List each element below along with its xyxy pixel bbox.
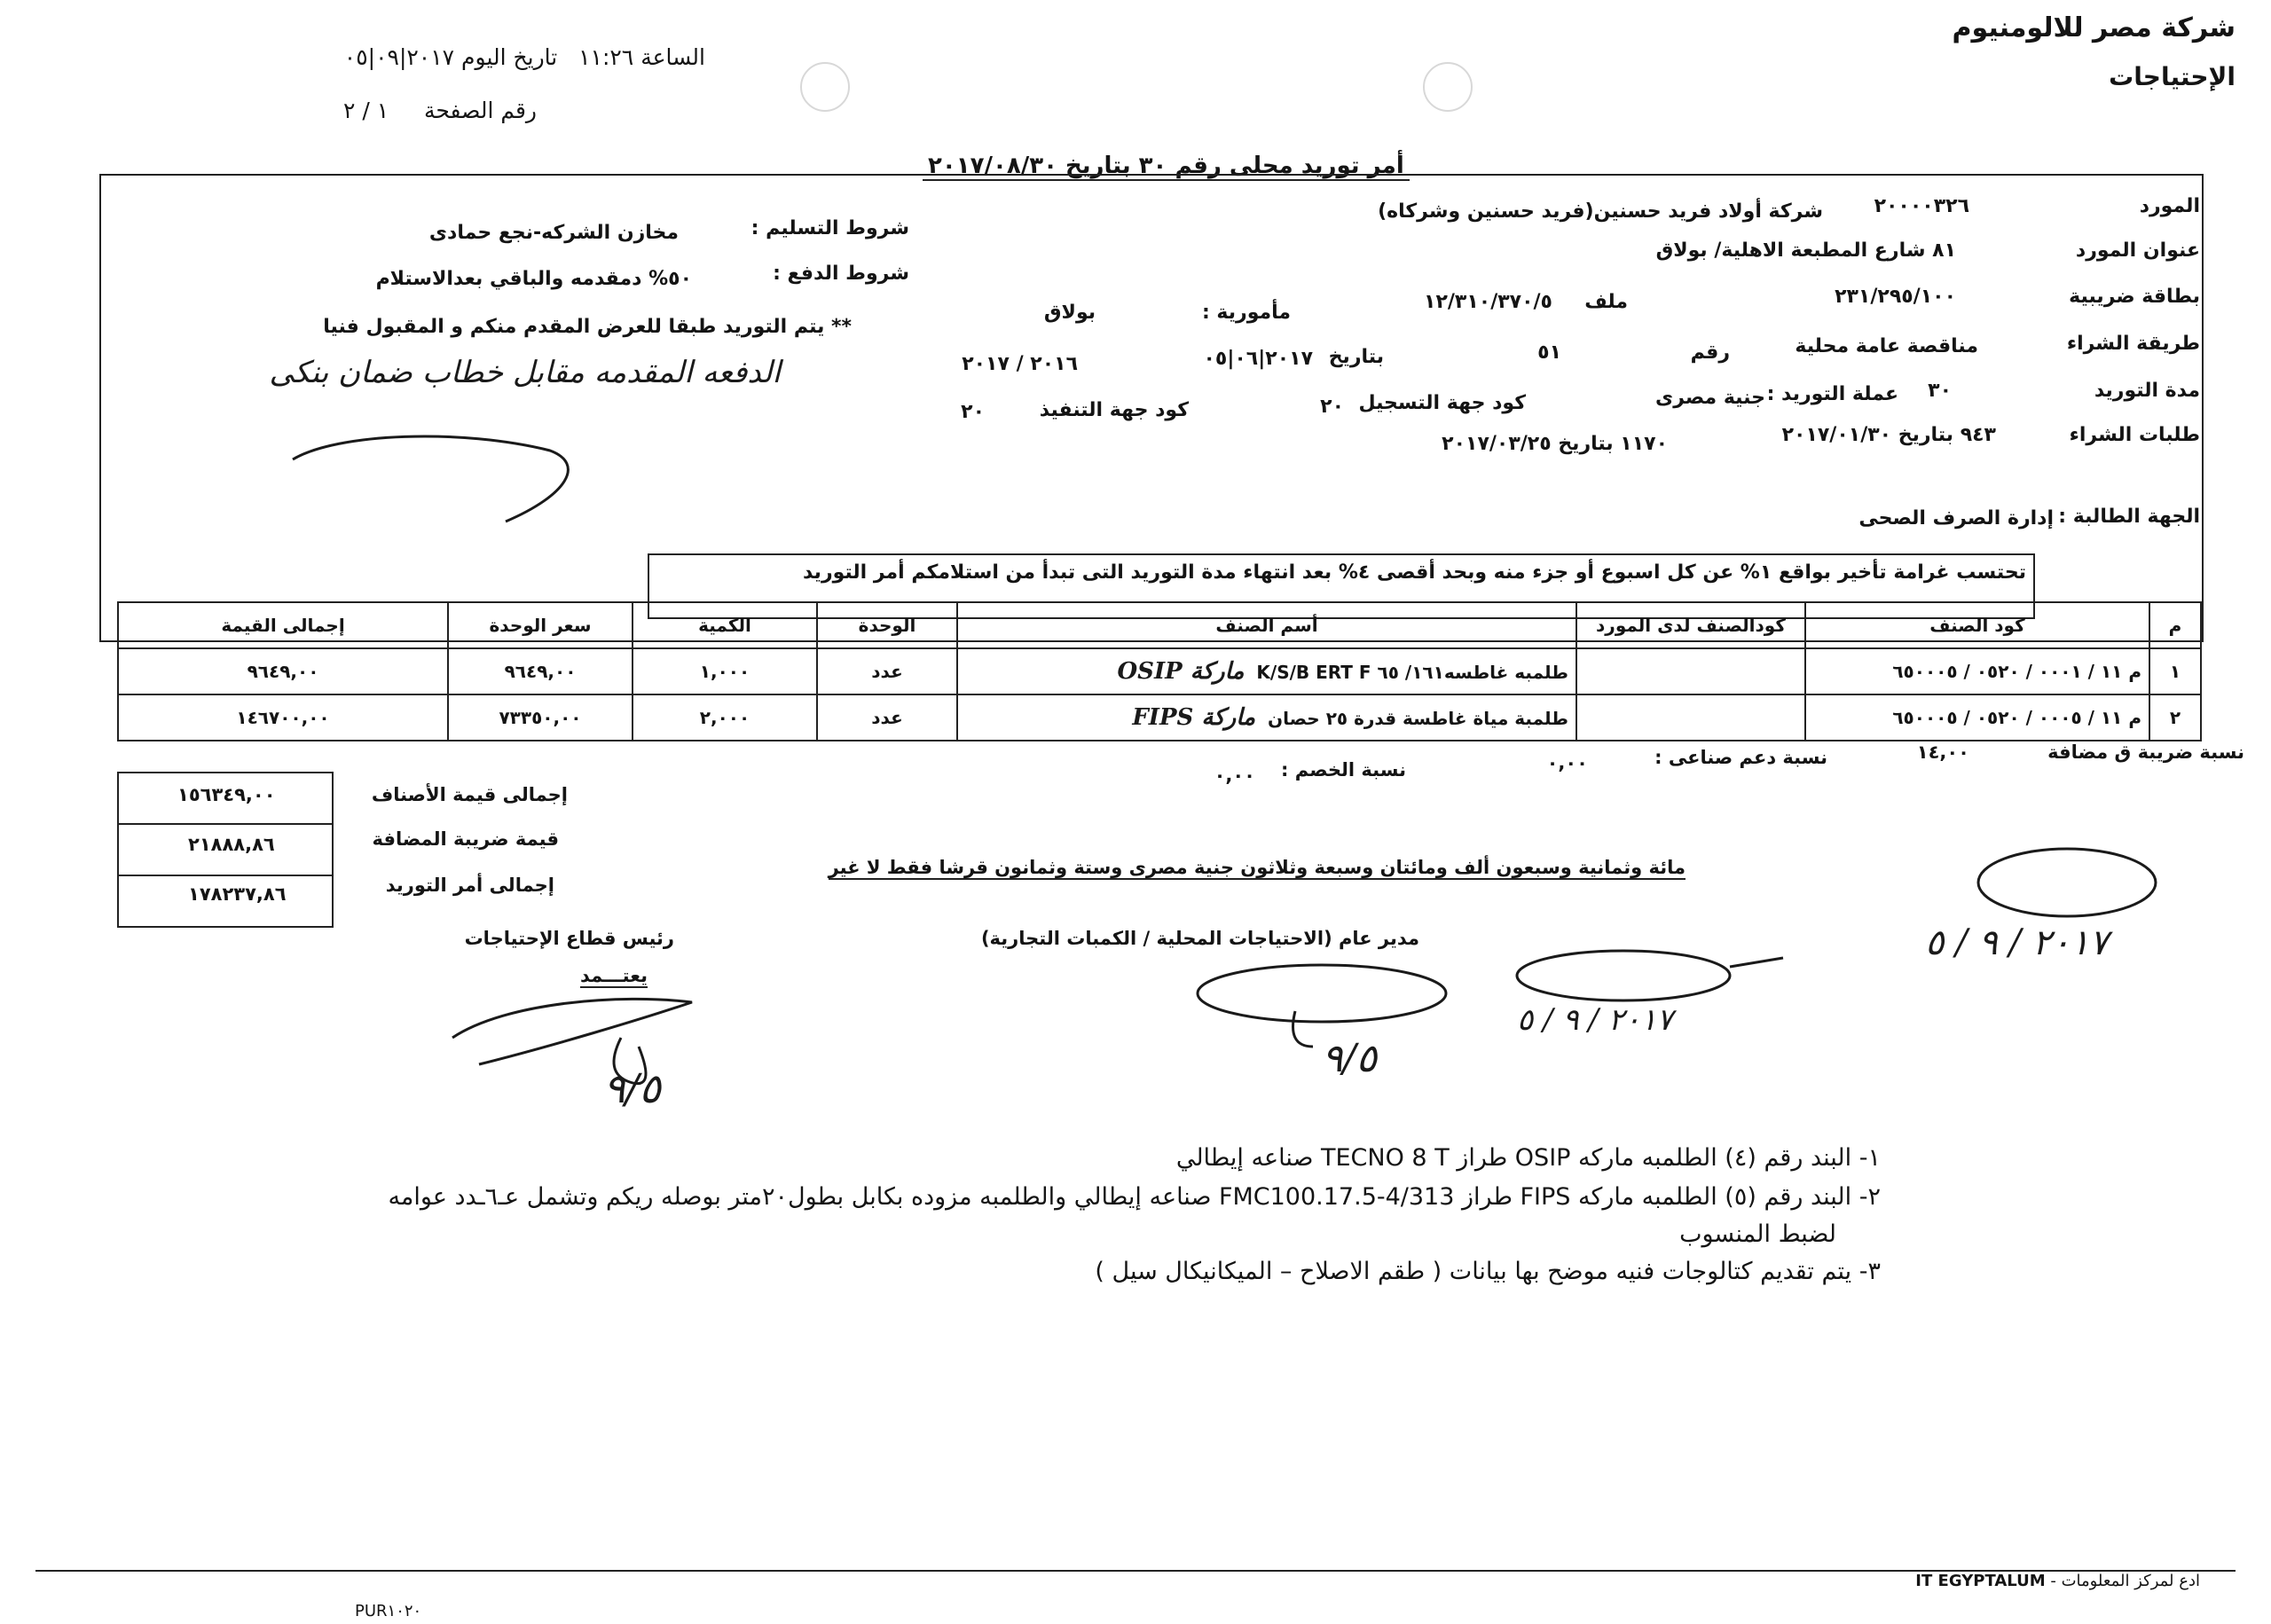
requesting-label: الجهة الطالبة :: [2058, 506, 2200, 528]
table-row: [118, 694, 2201, 741]
row-unit: عدد: [817, 694, 957, 741]
totals-divider: [117, 823, 332, 825]
vat-rate: ١٤,٠٠: [1916, 741, 1969, 763]
row-total: ١٤٦٧٠٠,٠٠: [118, 694, 448, 741]
discount-label: نسبة الخصم :: [1281, 759, 1406, 781]
purchase-method: مناقصة عامة محلية: [1795, 335, 1978, 357]
sign1-action: يعتـــمد: [579, 965, 648, 986]
row-supplier-code: [1576, 694, 1805, 741]
date-value: ٢٠١٧|٠٩|٠٥: [343, 44, 455, 70]
reg-code-label: كود جهة التسجيل: [1358, 392, 1526, 414]
file-label: ملف: [1584, 291, 1628, 313]
office-label: مأمورية :: [1201, 302, 1291, 324]
supplier-address: ٨١ شارع المطبعة الاهلية/ بولاق: [1655, 239, 1956, 262]
payment: ٥٠% دمقدمه والباقي بعدالاستلام: [375, 268, 692, 290]
tax-label: بطاقة ضريبية: [2069, 286, 2200, 308]
header-qty: الكمية: [633, 602, 817, 648]
header-code: كود الصنف: [1805, 602, 2149, 648]
row-handwritten-brand: ماركة OSIP: [1117, 658, 1245, 685]
header-price: سعر الوحدة: [448, 602, 633, 648]
date-label: تاريخ اليوم: [461, 44, 558, 70]
hw-date-initials: ٢٠١٧ / ٩ / ٥: [1925, 922, 2109, 963]
page-block: [343, 98, 537, 123]
requests-label: طلبات الشراء: [2069, 424, 2200, 446]
purchase-date-label: بتاريخ: [1328, 346, 1384, 368]
sign2-title: مدير عام (الاحتياجات المحلية / الكمبات التجارية): [980, 928, 1419, 949]
row-name: طلمبه غاطسه١٦١/ ٦٥ K/S/B ERT F: [1256, 662, 1568, 683]
acceptance-note: ** يتم التوريد طبقا للعرض المقدم منكم و المقبول فنيا: [323, 316, 852, 338]
industry-label: نسبة دعم صناعى :: [1654, 747, 1827, 768]
time-block: [344, 44, 705, 70]
company-name: شركة مصر للالومنيوم: [1952, 12, 2236, 43]
row-m: ١: [2149, 648, 2201, 694]
period: ٣٠: [1928, 380, 1952, 402]
delivery-label: شروط التسليم :: [750, 217, 909, 239]
document-title: أمر توريد محلى رقم ٣٠ بتاريخ ٢٠١٧/٠٨/٣٠: [923, 153, 1410, 181]
delivery: مخازن الشركه-نجع حمادى: [428, 222, 679, 244]
supplier-code: ٢٠٠٠٠٣٢٦: [1874, 195, 1969, 217]
footer-rule: [35, 1570, 2236, 1572]
order-total-label: إجمالى أمر التوريد: [385, 875, 554, 896]
amount-in-words: مائة وثمانية وسبعون ألف ومائتان وسبعة وثلاثون جنية مصرى وستة وثمانون قرشا فقط لا غير: [828, 857, 1686, 878]
purchase-number: ٥١: [1537, 341, 1561, 364]
row-qty: ٢,٠٠٠: [633, 694, 817, 741]
header-unit: الوحدة: [817, 602, 957, 648]
hw-mark-gm: ٩/٥: [1322, 1036, 1378, 1081]
row-price: ٩٦٤٩,٠٠: [448, 648, 633, 694]
page-label: رقم الصفحة: [423, 98, 537, 123]
time-label: الساعة: [640, 44, 705, 70]
time-value: ١١:٢٦: [578, 44, 634, 70]
vat-total-label: قيمة ضريبة المضافة: [372, 828, 559, 850]
footer-brand: IT EGYPTALUM: [1915, 1572, 2046, 1590]
row-price: ٧٣٣٥٠,٠٠: [448, 694, 633, 741]
punch-hole: [800, 62, 850, 112]
signature-chief: [444, 985, 710, 1118]
request-2: ١١٧٠ بتاريخ ٢٠١٧/٠٣/٢٥: [1442, 433, 1668, 455]
period-label: مدة التوريد: [2094, 380, 2200, 402]
page-number: ١ / ٢: [343, 98, 389, 123]
table-row: [118, 648, 2201, 694]
currency-label: عملة التوريد :: [1766, 383, 1898, 405]
method-label: طريقة الشراء: [2066, 333, 2200, 355]
order-total: ١٧٨٢٣٧,٨٦: [188, 883, 287, 905]
clause-3: ٣- يتم تقديم كتالوجات فنيه موضح بها بيانات ( طقم الاصلاح – الميكانيكال سيل ): [1095, 1258, 1881, 1285]
items-table: [117, 601, 2202, 741]
vat-rate-label: نسبة ضريبة ق مضافة: [2047, 741, 2244, 763]
sign1-title: رئيس قطاع الإحتياجات: [464, 928, 674, 949]
file-number: ١٢/٣١٠/٣٧٠/٥: [1424, 291, 1552, 313]
row-qty: ١,٠٠٠: [633, 648, 817, 694]
office: بولاق: [1043, 302, 1096, 324]
handwritten-note: الدفعه المقدمه مقابل خطاب ضمان بنكى: [269, 355, 781, 390]
items-total-label: إجمالى قيمة الأصناف: [371, 784, 568, 805]
department-name: الإحتياجات: [2109, 62, 2236, 91]
header-total: إجمالى القيمة: [118, 602, 448, 648]
clause-1: ١- البند رقم (٤) الطلمبه ماركه OSIP طراز TECNO 8 T صناعه إيطالي: [1175, 1144, 1881, 1172]
clause-2-cont: لضبط المنسوب: [1679, 1220, 1836, 1248]
row-supplier-code: [1576, 648, 1805, 694]
reg-code: ٢٠: [1320, 396, 1344, 418]
header-name: أسم الصنف: [957, 602, 1576, 648]
number-label: رقم: [1690, 341, 1730, 364]
tax-card: ٢٣١/٢٩٥/١٠٠: [1835, 286, 1956, 308]
form-code: PUR١٠٢٠: [355, 1602, 422, 1620]
items-total: ١٥٦٣٤٩,٠٠: [177, 784, 276, 805]
row-handwritten-brand: ماركة FIPS: [1132, 704, 1256, 731]
clause-2: ٢- البند رقم (٥) الطلمبه ماركه FIPS طراز FMC100.17.5-4/313 صناعه إيطالي والطلمبه مزوده بكابل بطول٢٠متر بوصله ريكم وتشمل عـ٦ـدد عوامه: [388, 1183, 1881, 1211]
supplier-label: المورد: [2139, 195, 2200, 217]
exec-code-label: كود جهة التنفيذ: [1039, 399, 1189, 421]
payment-label: شروط الدفع :: [773, 263, 909, 285]
row-total: ٩٦٤٩,٠٠: [118, 648, 448, 694]
address-label: عنوان المورد: [2075, 239, 2200, 262]
signature-initials: [1969, 843, 2173, 922]
row-m: ٢: [2149, 694, 2201, 741]
row-name: طلمبة مياة غاطسة قدرة ٢٥ حصان: [1268, 708, 1568, 729]
hw-date-reviewer: ٢٠١٧ / ٩ / ٥: [1517, 1002, 1673, 1038]
header-supplier-code: كودالصنف لدى المورد: [1576, 602, 1805, 648]
discount: ٠,٠٠: [1214, 765, 1255, 786]
punch-hole: [1423, 62, 1473, 112]
totals-divider: [117, 875, 332, 876]
footer: [1915, 1572, 2200, 1590]
hw-mark-chief: ٩/٥: [603, 1064, 661, 1112]
exec-code: ٢٠: [961, 401, 985, 423]
footer-text: - ادع لمركز المعلومات: [2050, 1572, 2200, 1590]
requesting-dept: إدارة الصرف الصحى: [1858, 507, 2054, 530]
header-m: م: [2149, 602, 2201, 648]
supplier-name: شركة أولاد فريد حسنين(فريد حسنين وشركاه): [1378, 200, 1823, 223]
handwritten-stroke: [284, 424, 594, 530]
row-code: م ١١ / ٠٠٠١ / ٠٥٢٠ / ٦٥٠٠٠٥: [1805, 648, 2149, 694]
industry: ٠,٠٠: [1546, 752, 1588, 773]
row-code: م ١١ / ٠٠٠٥ / ٠٥٢٠ / ٦٥٠٠٠٥: [1805, 694, 2149, 741]
vat-total: ٢١٨٨٨,٨٦: [188, 834, 275, 855]
purchase-date: ٢٠١٧|٠٦|٠٥: [1203, 348, 1313, 370]
request-1: ٩٤٣ بتاريخ ٢٠١٧/٠١/٣٠: [1781, 424, 1996, 446]
fiscal-year: ٢٠١٦ / ٢٠١٧: [962, 353, 1078, 375]
penalty-text: تحتسب غرامة تأخير بواقع ١% عن كل اسبوع أو جزء منه وبحد أقصى ٤% بعد انتهاء مدة التوريد التى تبدأ من استلامكم أمر التوريد: [802, 561, 2026, 584]
table-header-row: [118, 602, 2201, 648]
currency: جنية مصرى: [1655, 387, 1765, 409]
row-unit: عدد: [817, 648, 957, 694]
